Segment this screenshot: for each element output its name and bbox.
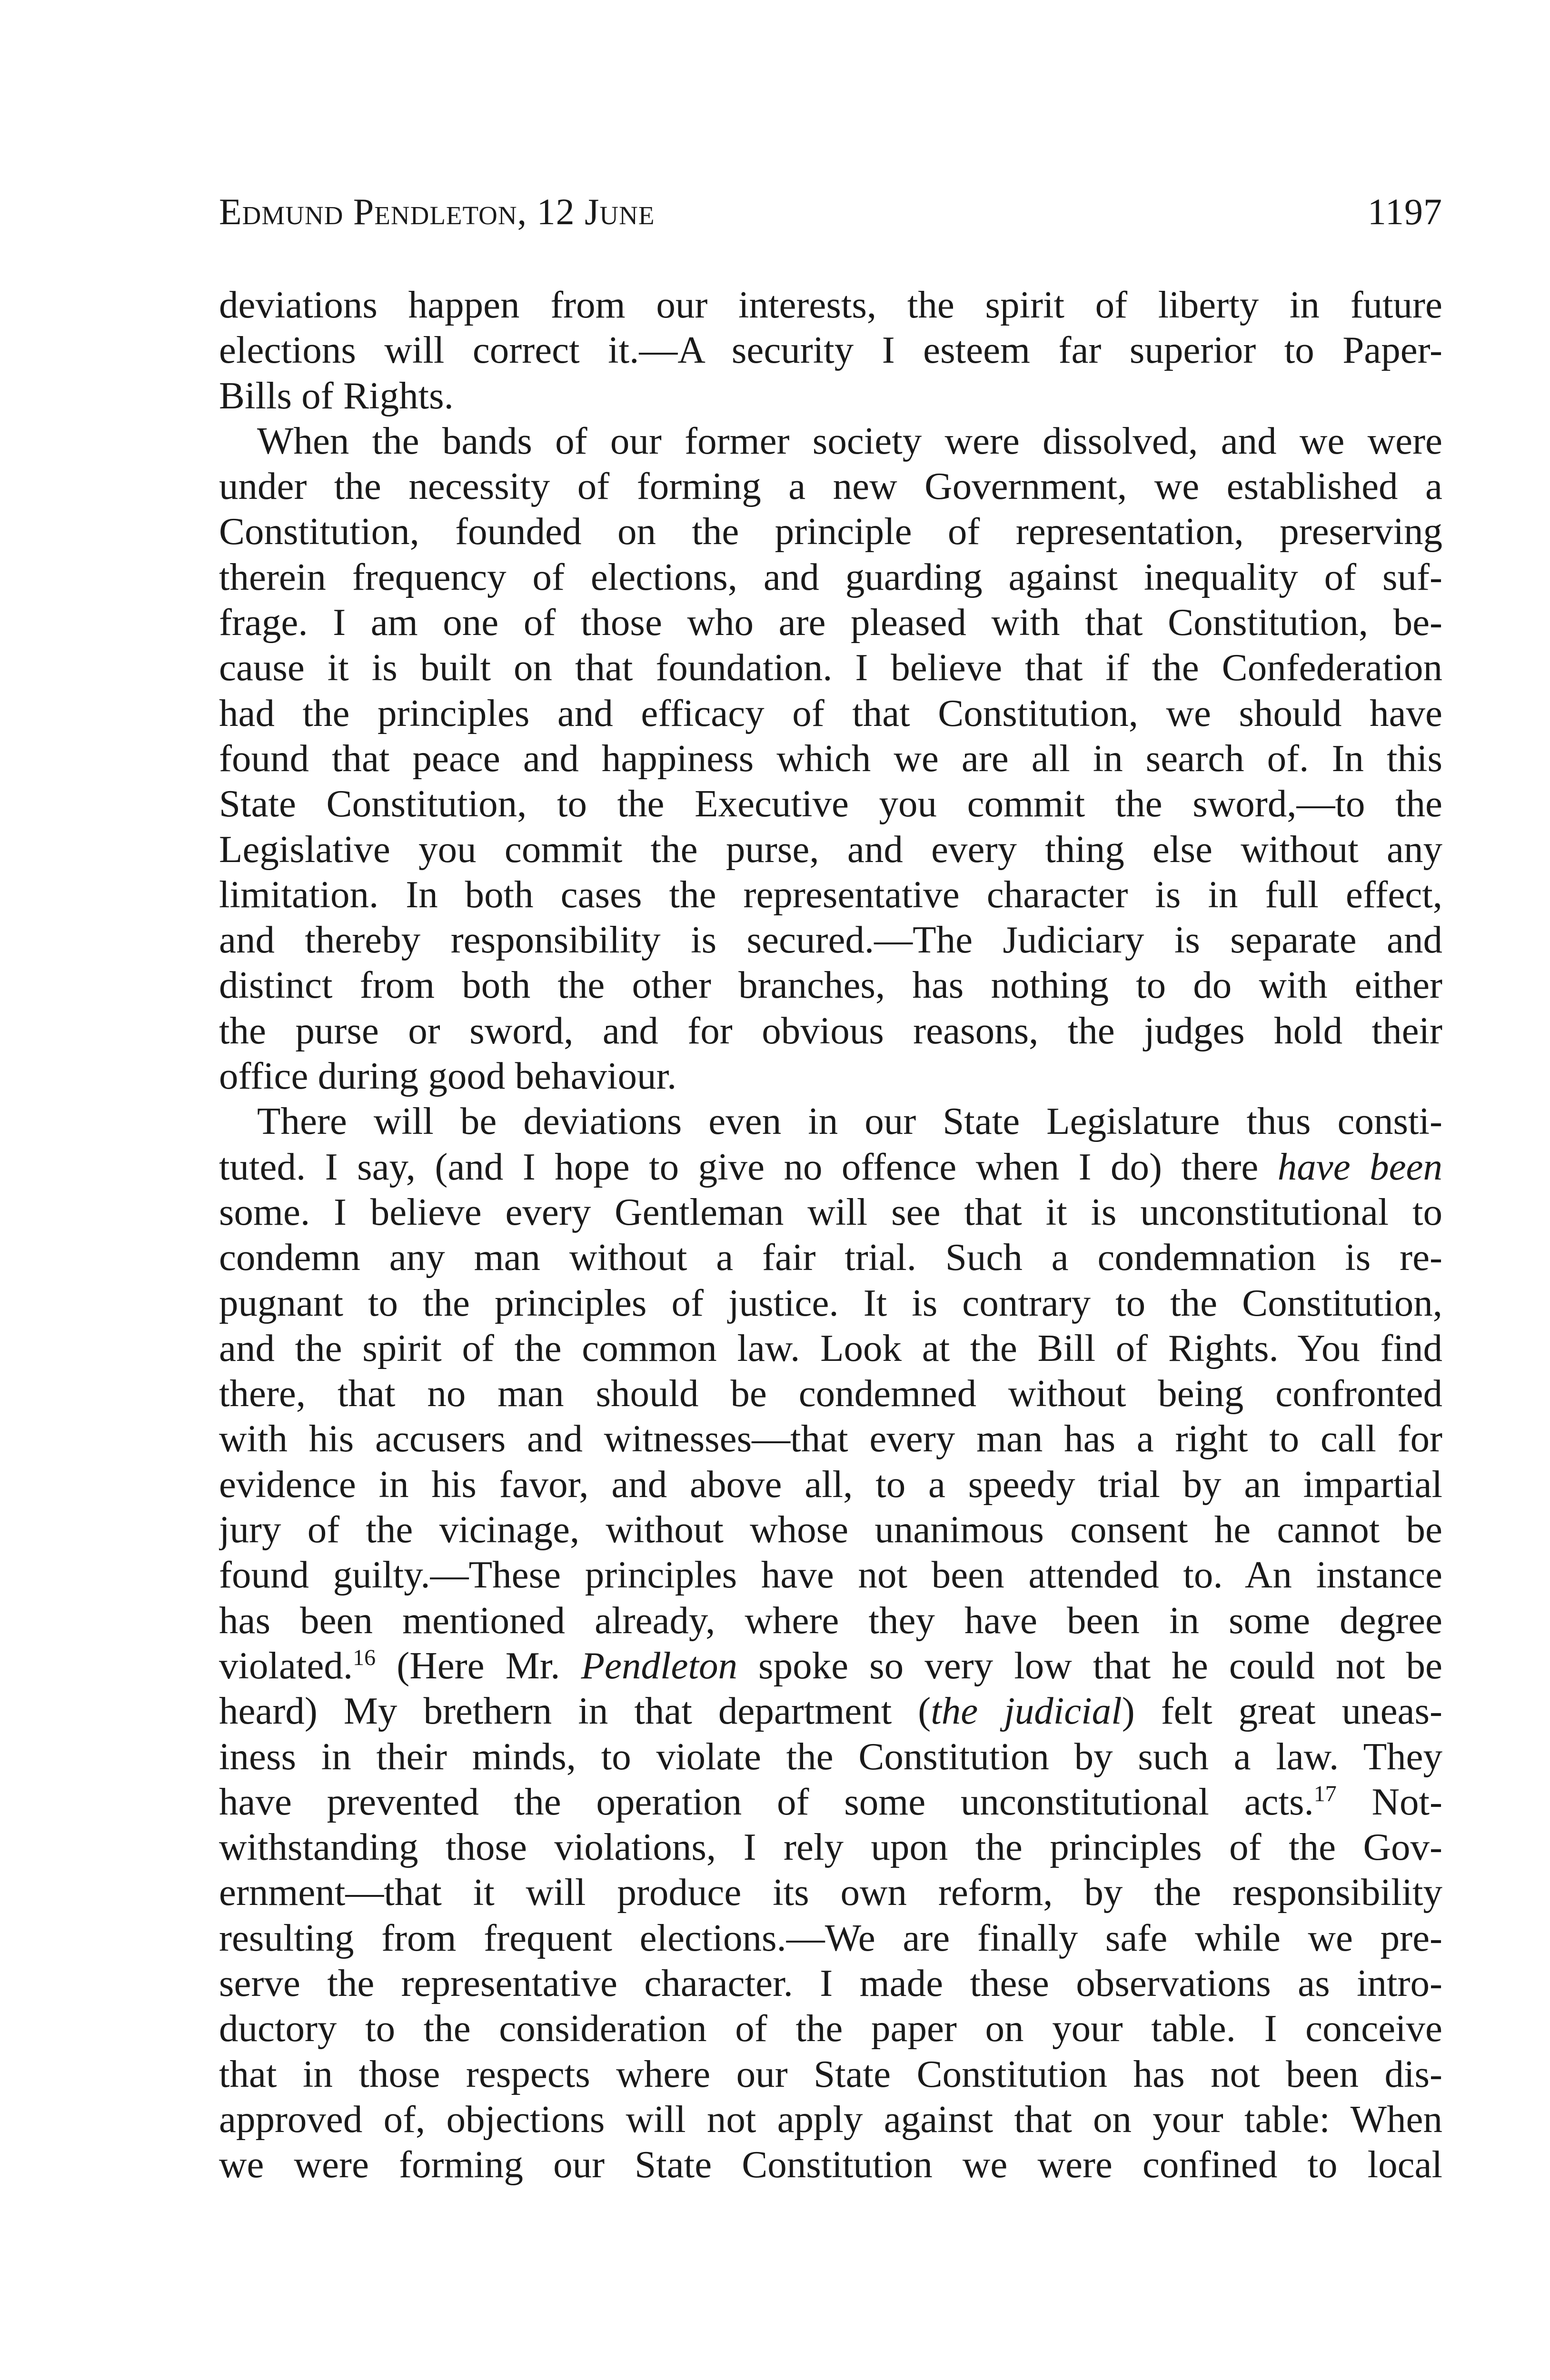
text-segment: Bills of Rights. [219, 374, 454, 417]
running-head-title: Edmund Pendleton, 12 June [219, 191, 655, 232]
text-segment: ductory to the consideration of the paper on your table. I conceive [219, 2007, 1442, 2050]
text-line [219, 1643, 1442, 1688]
text-line [219, 464, 1442, 509]
text-line [219, 282, 1442, 327]
text-segment: State Constitution, to the Executive you commit the sword,—to the [219, 782, 1442, 825]
text-segment: we were forming our State Constitution we were confined to local [219, 2143, 1442, 2186]
text-segment: deviations happen from our interests, the spirit of liberty in future [219, 283, 1442, 326]
text-line [219, 1144, 1442, 1190]
text-segment: distinct from both the other branches, has nothing to do with either [219, 963, 1442, 1007]
text-segment: ) felt great uneas- [1122, 1689, 1442, 1733]
footnote-reference: 16 [353, 1645, 376, 1670]
text-line [219, 1598, 1442, 1643]
text-segment: iness in their minds, to violate the Constitution by such a law. They [219, 1735, 1442, 1778]
text-line [219, 1915, 1442, 1961]
text-segment: frage. I am one of those who are pleased with that Constitution, be- [219, 601, 1442, 644]
text-segment: that in those respects where our State Constitution has not been dis- [219, 2052, 1442, 2095]
text-line [219, 1961, 1442, 2006]
text-line [219, 2097, 1442, 2142]
text-segment: (Here Mr. [376, 1644, 581, 1687]
italic-text: have been [1277, 1145, 1442, 1188]
text-line [219, 373, 1442, 418]
text-segment: condemn any man without a fair trial. Such a condemnation is re- [219, 1236, 1442, 1279]
text-line [219, 1280, 1442, 1326]
text-segment: limitation. In both cases the representative character is in full effect, [219, 873, 1442, 916]
text-line [219, 1326, 1442, 1371]
text-segment: and thereby responsibility is secured.—The Judiciary is separate and [219, 918, 1442, 962]
text-segment: had the principles and efficacy of that Constitution, we should have [219, 691, 1442, 734]
italic-text: the judicial [931, 1689, 1122, 1733]
text-segment: spoke so very low that he could not be [737, 1644, 1442, 1687]
text-segment: serve the representative character. I made these observations as intro- [219, 1961, 1442, 2004]
text-segment: resulting from frequent elections.—We are finally safe while we pre- [219, 1916, 1442, 1959]
text-segment: jury of the vicinage, without whose unanimous consent he cannot be [219, 1508, 1442, 1551]
text-line [219, 1779, 1442, 1825]
text-line [219, 962, 1442, 1008]
text-line [219, 1235, 1442, 1280]
text-line [219, 691, 1442, 736]
text-segment: office during good behaviour. [219, 1054, 677, 1098]
text-segment: with his accusers and witnesses—that every man has a right to call for [219, 1417, 1442, 1460]
text-line [219, 2142, 1442, 2187]
text-line [219, 1688, 1442, 1734]
text-segment: heard) My brethern in that department ( [219, 1689, 931, 1733]
text-segment: elections will correct it.—A security I esteem far superior to Paper- [219, 328, 1442, 372]
text-segment: Constitution, founded on the principle of representation, preserving [219, 510, 1442, 553]
text-line [219, 1099, 1442, 1144]
text-line [219, 645, 1442, 690]
text-segment: has been mentioned already, where they have been in some degree [219, 1598, 1442, 1642]
footnote-reference: 17 [1313, 1781, 1337, 1806]
text-line [219, 1371, 1442, 1416]
text-segment: there, that no man should be condemned without being confronted [219, 1372, 1442, 1415]
text-line [219, 1507, 1442, 1552]
text-line [219, 600, 1442, 645]
text-line [219, 1190, 1442, 1235]
text-segment: When the bands of our former society were dissolved, and we were [257, 419, 1442, 462]
text-line [219, 1734, 1442, 1779]
text-line [219, 1053, 1442, 1099]
text-segment: cause it is built on that foundation. I believe that if the Confederation [219, 646, 1442, 689]
text-segment: evidence in his favor, and above all, to a speedy trial by an impartial [219, 1462, 1442, 1506]
text-line [219, 1416, 1442, 1461]
text-line [219, 781, 1442, 826]
page-number: 1197 [1367, 191, 1442, 232]
italic-text: Pendleton [581, 1644, 737, 1687]
text-line [219, 1870, 1442, 1915]
text-segment: and the spirit of the common law. Look at the Bill of Rights. You find [219, 1326, 1442, 1369]
text-segment: withstanding those violations, I rely upon the principles of the Gov- [219, 1825, 1442, 1869]
text-segment: violated. [219, 1644, 353, 1687]
text-line [219, 1825, 1442, 1870]
text-line [219, 2052, 1442, 2097]
text-segment: the purse or sword, and for obvious reasons, the judges hold their [219, 1009, 1442, 1052]
text-line [219, 872, 1442, 917]
text-segment: some. I believe every Gentleman will see that it is unconstitutional to [219, 1190, 1442, 1233]
text-line [219, 1552, 1442, 1597]
body-text [219, 282, 1442, 2187]
text-segment: approved of, objections will not apply against that on your table: When [219, 2097, 1442, 2141]
text-line [219, 917, 1442, 962]
text-segment: found guilty.—These principles have not been attended to. An instance [219, 1553, 1442, 1597]
text-segment: pugnant to the principles of justice. It is contrary to the Constitution, [219, 1281, 1442, 1324]
text-line [219, 827, 1442, 872]
text-line [219, 1008, 1442, 1053]
text-segment: ernment—that it will produce its own reform, by the responsibility [219, 1871, 1442, 1914]
text-segment: under the necessity of forming a new Government, we established a [219, 465, 1442, 508]
text-segment: tuted. I say, (and I hope to give no offence when I do) there [219, 1145, 1278, 1188]
text-segment: Not- [1336, 1780, 1442, 1823]
text-segment: found that peace and happiness which we are all in search of. In this [219, 736, 1442, 780]
text-line [219, 418, 1442, 464]
text-line [219, 736, 1442, 781]
text-segment: There will be deviations even in our State Legislature thus consti- [257, 1100, 1442, 1143]
text-segment: have prevented the operation of some unconstitutional acts. [219, 1780, 1314, 1823]
text-line [219, 555, 1442, 600]
running-head [219, 190, 1442, 248]
text-line [219, 2006, 1442, 2051]
text-line [219, 327, 1442, 373]
text-line [219, 1462, 1442, 1507]
text-line [219, 509, 1442, 554]
text-segment: therein frequency of elections, and guarding against inequality of suf- [219, 555, 1442, 598]
text-segment: Legislative you commit the purse, and every thing else without any [219, 827, 1442, 871]
